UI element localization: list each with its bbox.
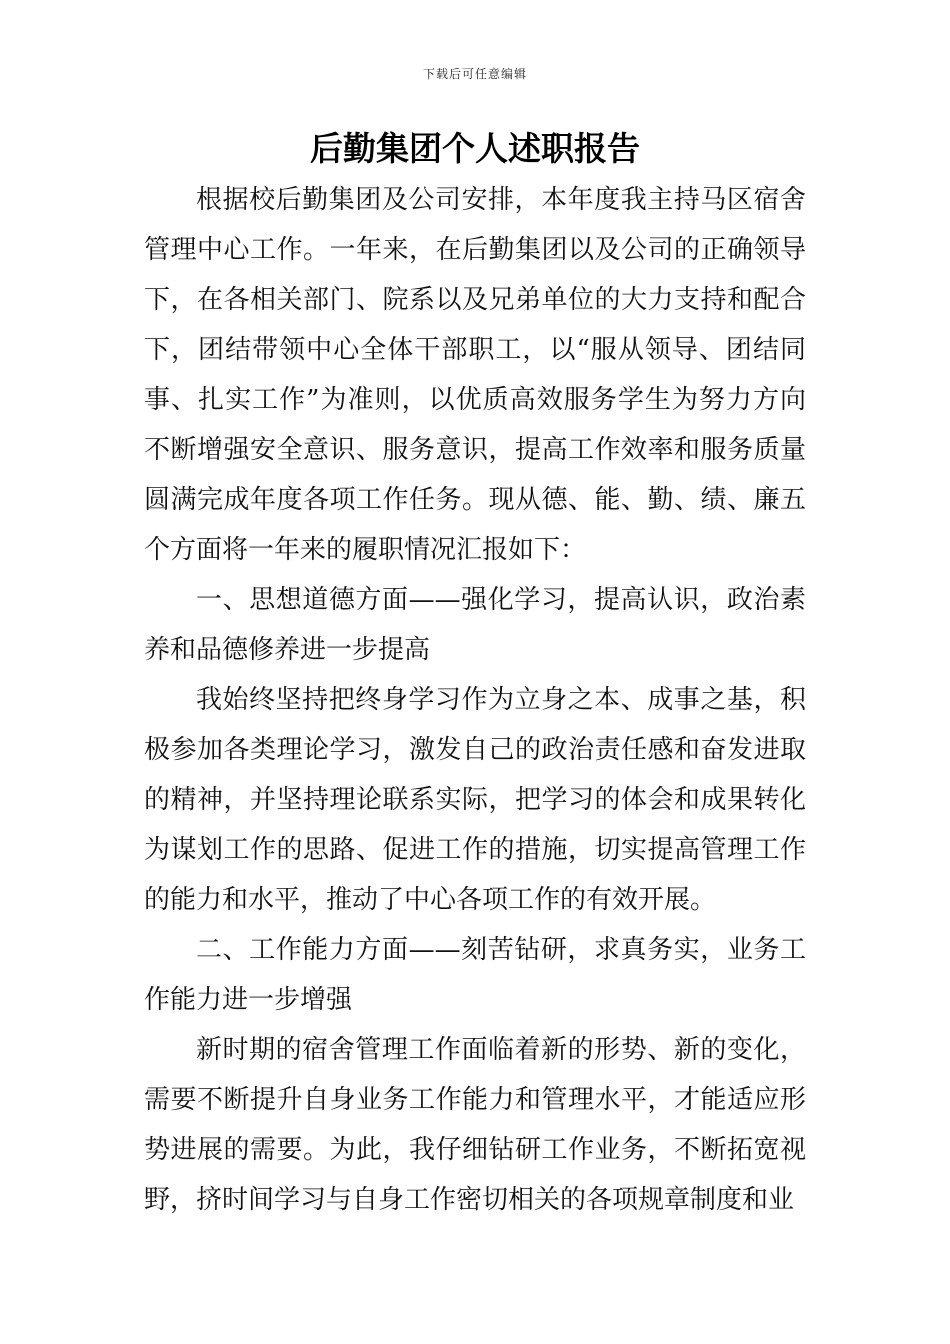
paragraph-section-1: 我始终坚持把终身学习作为立身之本、成事之基，积极参加各类理论学习，激发自己的政治责任感和奋发进取的精神，并坚持理论联系实际，把学习的体会和成果转化为谋划工作的思路、促进工作的措施，切实提高管理工作的能力和水平，推动了中心各项工作的有效开展。 — [144, 685, 806, 915]
section-heading-1: 一、思想道德方面——强化学习，提高认识，政治素养和品德修养进一步提高 — [144, 585, 806, 665]
document-body — [144, 175, 806, 1225]
document-title: 后勤集团个人述职报告 — [310, 129, 640, 168]
section-heading-2: 二、工作能力方面——刻苦钻研，求真务实，业务工作能力进一步增强 — [144, 935, 806, 1015]
header-note: 下载后可任意编辑 — [422, 67, 527, 81]
paragraph-intro: 根据校后勤集团及公司安排，本年度我主持马区宿舍管理中心工作。一年来，在后勤集团以及公司的正确领导下，在各相关部门、院系以及兄弟单位的大力支持和配合下，团结带领中心全体干部职工，以“服从领导、团结同事、扎实工作”为准则，以优质高效服务学生为努力方向不断增强安全意识、服务意识，提高工作效率和服务质量圆满完成年度各项工作任务。现从德、能、勤、绩、廉五个方面将一年来的履职情况汇报如下： — [144, 185, 806, 565]
paragraph-section-2: 新时期的宿舍管理工作面临着新的形势、新的变化，需要不断提升自身业务工作能力和管理水平，才能适应形势进展的需要。为此，我仔细钻研工作业务，不断拓宽视野，挤时间学习与自身工作密切相关的各项规章制度和业 — [144, 1035, 806, 1215]
